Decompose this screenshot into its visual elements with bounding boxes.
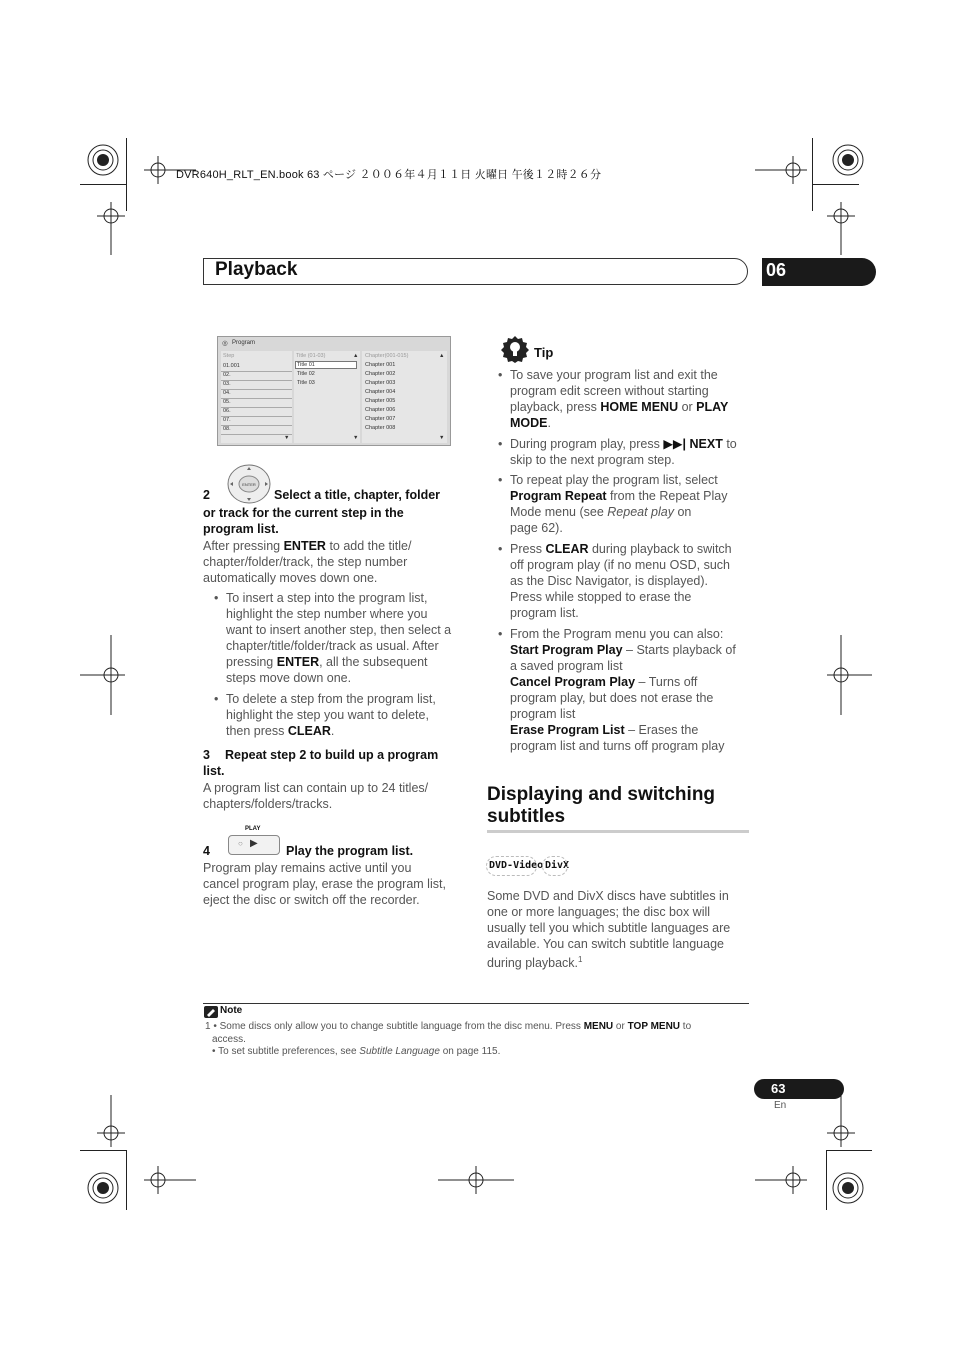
scroll-down-icon: ▼ [284, 435, 290, 441]
step-title-line: Play the program list. [286, 844, 414, 858]
page-number: 63 [771, 1081, 786, 1096]
note-item: • To set subtitle preferences, see Subtitle Language on page 115. [212, 1046, 501, 1057]
scroll-up-icon: ▲ [353, 353, 359, 359]
file-header: DVR640H_RLT_EN.book 63 ページ ２００６年４月１１日 火曜日 午後１２時２６分 [176, 169, 602, 181]
list-item: Title 02 [297, 371, 315, 377]
screen-title: Program [232, 340, 256, 346]
note-item: 1 • Some discs only allow you to change subtitle language from the disc menu. Press MENU or TOP MENU to access. [205, 1021, 692, 1045]
play-key-label: PLAY [245, 826, 261, 832]
list-item: 08. [223, 426, 231, 432]
tip-item: • To save your program list and exit the program edit screen without starting playback, press HOME MENU or PLAY MODE. [510, 367, 750, 431]
list-item: Chapter 002 [365, 371, 396, 377]
title-column [294, 351, 360, 443]
program-icon: ◎ [222, 340, 228, 347]
tip-item: • To repeat play the program list, select Program Repeat from the Repeat Play Mode menu (see Repeat play on page 62). [510, 472, 750, 536]
chapter-header: Chapter(001-015) [365, 353, 409, 359]
chapter-column [362, 351, 447, 443]
scroll-down-icon: ▼ [439, 435, 445, 441]
page-badge [754, 1079, 844, 1099]
section-title: Playback [215, 259, 298, 280]
pencil-note-icon [204, 1006, 218, 1018]
step-title-line: or track for the current step in the [203, 506, 404, 520]
dvd-video-badge: DVD-Video [489, 860, 544, 871]
list-item: 03. [223, 381, 231, 387]
step-number: 2 [203, 488, 210, 502]
scroll-up-icon: ▲ [439, 353, 445, 359]
step-body: After pressing ENTER to add the title/ chapter/folder/track, the step number automatically moves down one. [203, 539, 412, 585]
list-item: 01.001 [223, 363, 240, 369]
step-title-line: program list. [203, 522, 279, 536]
list-item: Chapter 008 [365, 425, 396, 431]
step-number: 4 [203, 844, 210, 858]
bullet-item: • To insert a step into the program list, highlight the step number where you want to insert another step, then select a chapter/title/folder/track as usual. After pressing ENTER, all the subsequent steps move down one. [226, 590, 466, 686]
tip-label: Tip [534, 345, 554, 360]
list-item: Chapter 007 [365, 416, 396, 422]
note-label: Note [220, 1005, 243, 1016]
chapter-number: 06 [766, 260, 787, 280]
remote-dpad-enter-icon [226, 462, 272, 506]
lightbulb-tip-icon [500, 335, 530, 363]
title-header: Title (01-03) [296, 353, 326, 359]
list-item: Chapter 005 [365, 398, 396, 404]
list-item: 07. [223, 417, 231, 423]
step-title-line: Repeat step 2 to build up a program [225, 748, 439, 762]
scroll-down-icon: ▼ [353, 435, 359, 441]
list-item: Chapter 003 [365, 380, 396, 386]
badge-frame [486, 856, 537, 876]
svg-text:ENTER: ENTER [242, 482, 256, 487]
bullet-item: • To delete a step from the program list, highlight the step you want to delete, then press CLEAR. [226, 691, 466, 739]
list-item: 04. [223, 390, 231, 396]
list-item: Title 01 [297, 362, 315, 368]
list-item: 06. [223, 408, 231, 414]
program-screen [217, 336, 451, 446]
language-code: En [774, 1100, 787, 1111]
step-number: 3 [203, 748, 210, 762]
step-body: Program play remains active until you cancel program play, erase the program list, eject the disc or switch off the recorder. [203, 861, 446, 907]
tip-item: • Press CLEAR during playback to switch off program play (if no menu OSD, such as the Disc Navigator, is displayed). Press while stopped to erase the program list. [510, 541, 750, 621]
divx-badge: DivX [545, 860, 570, 871]
list-item: Chapter 006 [365, 407, 396, 413]
step-column [221, 351, 292, 443]
tip-item: • During program play, press ▶▶| NEXT to skip to the next program step. [510, 436, 750, 468]
list-item: 05. [223, 399, 231, 405]
list-item: Chapter 001 [365, 362, 396, 368]
step-header: Step [223, 353, 235, 359]
step-title-line: Select a title, chapter, folder [274, 488, 441, 502]
note-rule [203, 1003, 749, 1004]
list-item: 02. [223, 372, 231, 378]
section-heading: Displaying and switching subtitles [487, 784, 716, 827]
section-body: Some DVD and DivX discs have subtitles in one or more languages; the disc box will usually tell you which subtitle languages are available. You can switch subtitle language during playback.$^1$ [487, 889, 731, 971]
tip-item: • From the Program menu you can also: Start Program Play – Starts playback of a saved program list Cancel Program Play – Turns off program play, but does not erase the program list Erase Program List – Erases the program list and turns off program play [510, 626, 750, 754]
list-item: Chapter 004 [365, 389, 396, 395]
heading-rule [487, 830, 749, 833]
list-item: Title 03 [297, 380, 315, 386]
play-button-icon: ○ ▶ [228, 835, 280, 855]
step-title-line: list. [203, 764, 225, 778]
step-body: A program list can contain up to 24 titles/ chapters/folders/tracks. [203, 781, 429, 811]
badge-frame [542, 856, 568, 876]
